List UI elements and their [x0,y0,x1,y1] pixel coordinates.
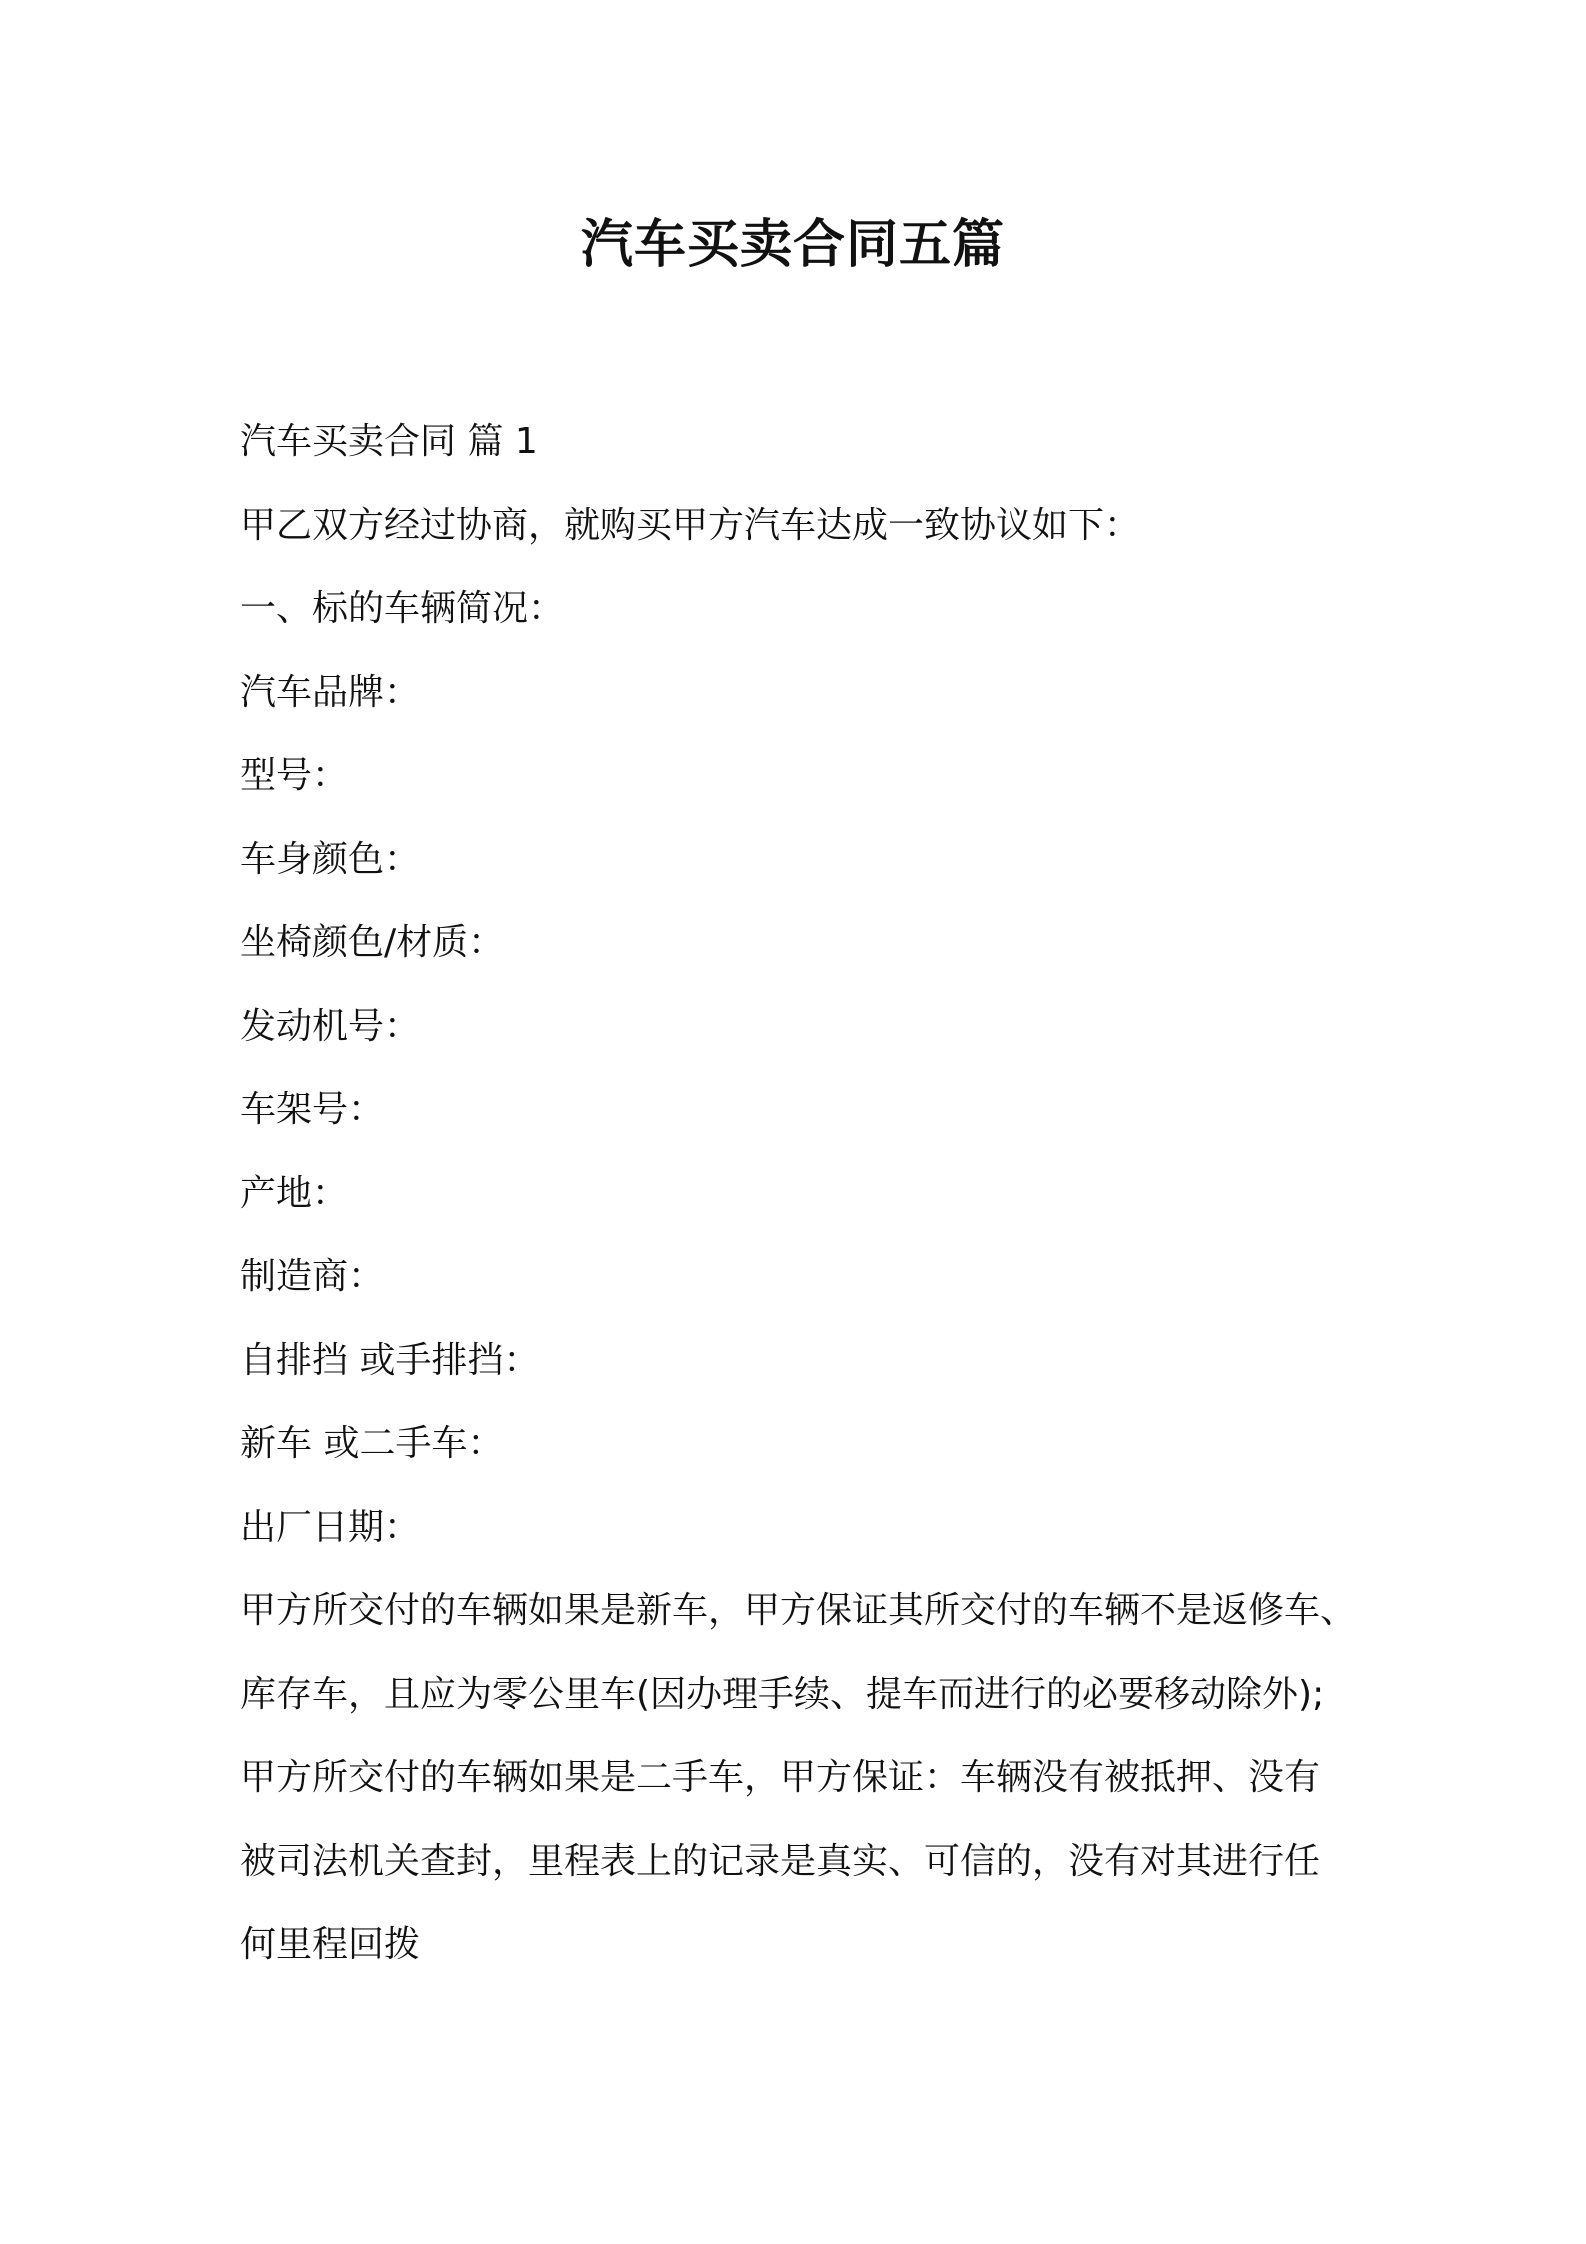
paragraph-line: 何里程回拨 [240,1924,421,1965]
field-transmission: 自排挡 或手排挡： [240,1339,540,1381]
paragraph-line: 被司法机关查封，里程表上的记录是真实、可信的，没有对其进行任 [240,1840,1321,1882]
field-frame-number: 车架号： [240,1089,385,1130]
field-car-brand: 汽车品牌： [240,671,421,713]
paragraph-line: 库存车，且应为零公里车(因办理手续、提车而进行的必要移动除外); [240,1673,1325,1715]
paragraph-line: 甲方所交付的车辆如果是新车，甲方保证其所交付的车辆不是返修车、 [240,1590,1357,1631]
field-engine-number: 发动机号： [240,1005,421,1047]
document-body [240,400,1390,1987]
document-title: 汽车买卖合同五篇 [580,215,1005,275]
field-model: 型号： [240,755,349,796]
intro-paragraph: 甲乙双方经过协商，就购买甲方汽车达成一致协议如下： [240,504,1141,546]
field-origin: 产地： [240,1172,349,1214]
field-new-or-used: 新车 或二手车： [240,1423,504,1464]
field-manufacturer: 制造商： [240,1256,385,1297]
field-seat-color-material: 坐椅颜色/材质： [240,922,505,963]
field-body-color: 车身颜色： [240,838,421,880]
paragraph-line: 甲方所交付的车辆如果是二手车，甲方保证：车辆没有被抵押、没有 [240,1757,1321,1798]
clause-heading: 一、标的车辆简况： [240,588,565,629]
field-production-date: 出厂日期： [240,1506,421,1548]
section-heading: 汽车买卖合同 篇 1 [240,421,538,462]
